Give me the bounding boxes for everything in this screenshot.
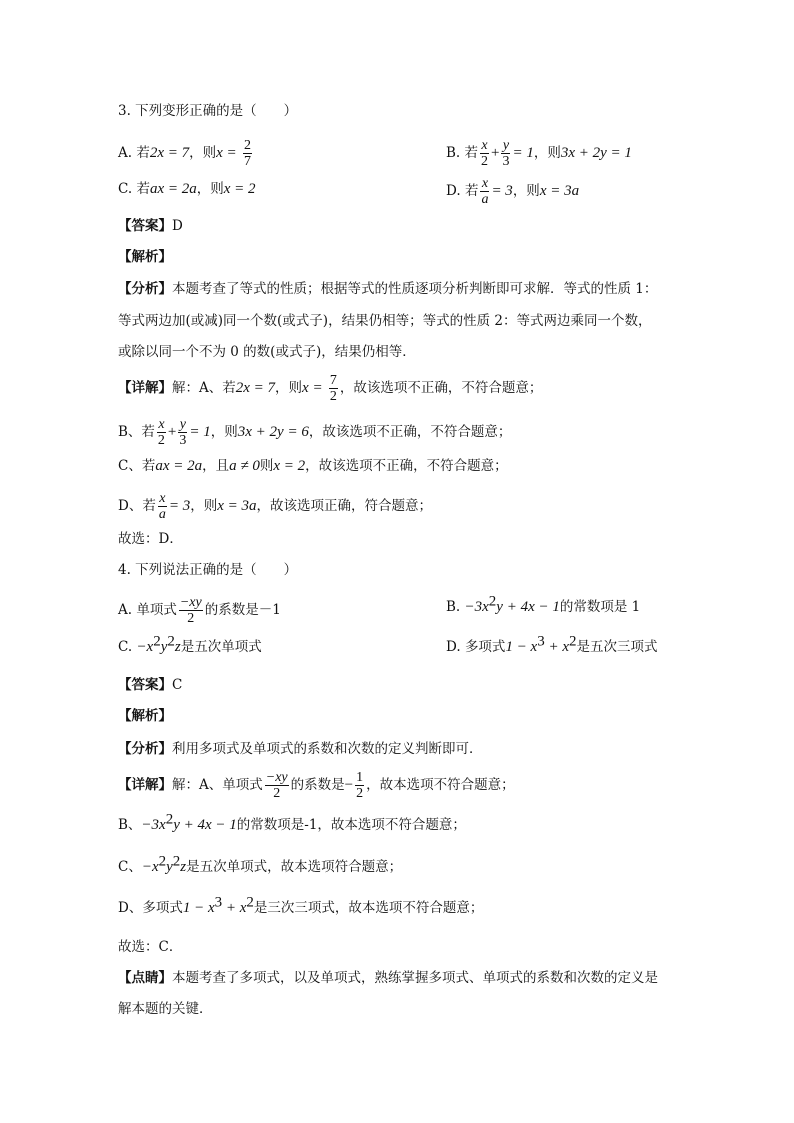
q4-dianjing-1: 【点睛】本题考查了多项式，以及单项式，熟练掌握多项式、单项式的系数和次数的定义是 <box>118 970 658 986</box>
q3-option-a: A. 若2x = 7，则x = $\frac{2}{7}$ <box>118 138 251 169</box>
q3-detail-c: C、若ax = 2a，且a ≠ 0则x = 2，故该选项不正确，不符合题意； <box>118 458 508 474</box>
q3-option-d: D. 若 $\frac{x}{a}$ = 3，则x = 3a <box>446 176 580 207</box>
q3-detail-b: B、若 $\frac{x}{2}$ + $\frac{y}{3}$ = 1，则3x + 2y = 6，故该选项不正确，不符合题意； <box>118 417 512 448</box>
q4-stem: 4. 下列说法正确的是（ ） <box>118 562 298 578</box>
q3-stem: 3. 下列变形正确的是（ ） <box>118 103 298 119</box>
q3-option-c: C. 若ax = 2a，则x = 2 <box>118 181 256 197</box>
q4-option-c: C. $-x^2y^2z$是五次单项式 <box>118 633 262 655</box>
fraction: $\frac{-xy}{2}$ <box>265 770 288 801</box>
q4-conclusion: 故选：C． <box>118 939 183 955</box>
q4-detail-d: D、多项式$1 - x^3 + x^2$是三次三项式，故本选项不符合题意； <box>118 894 484 916</box>
q3-option-b: B. 若 $\frac{x}{2}$ + $\frac{y}{3}$ = 1，则3x + 2y = 1 <box>446 138 632 169</box>
q3-fenxi-2: 等式两边加(或减)同一个数(或式子)，结果仍相等；等式的性质 2：等式两边乘同一个数， <box>118 313 652 329</box>
fraction: $\frac{x}{a}$ <box>158 491 166 522</box>
q3-answer: 【答案】D <box>118 218 183 234</box>
fraction: $\frac{-xy}{2}$ <box>179 595 202 626</box>
q4-answer: 【答案】C <box>118 677 183 693</box>
fraction: $\frac{x}{2}$ <box>157 417 165 448</box>
q3-analysis-heading: 【解析】 <box>118 249 172 265</box>
q4-option-d: D. 多项式$1 - x^3 + x^2$是五次三项式 <box>446 633 658 655</box>
q4-detail-a: 【详解】解：A、单项式 $\frac{-xy}{2}$ 的系数是− $\frac{1}{2}$ ，故本选项不符合题意； <box>118 770 515 801</box>
q4-detail-b: B、$-3x^2y + 4x - 1$的常数项是-1，故本选项不符合题意； <box>118 811 466 833</box>
q3-fenxi-1: 【分析】本题考查了等式的性质；根据等式的性质逐项分析判断即可求解．等式的性质 1： <box>118 281 658 297</box>
q3-detail-d: D、若 $\frac{x}{a}$ = 3，则x = 3a，故该选项正确，符合题意； <box>118 491 432 522</box>
q4-fenxi: 【分析】利用多项式及单项式的系数和次数的定义判断即可． <box>118 741 483 757</box>
fraction: $\frac{x}{2}$ <box>481 138 489 169</box>
fraction: $\frac{x}{a}$ <box>481 176 489 207</box>
q4-option-b: B. $-3x^2y + 4x - 1$的常数项是 1 <box>446 593 641 615</box>
q3-detail-a: 【详解】解：A、若2x = 7，则x = $\frac{7}{2}$ ，故该选项不正确，不符合题意； <box>118 373 543 404</box>
q4-detail-c: C、$-x^2y^2z$是五次单项式，故本选项符合题意； <box>118 853 403 875</box>
q3-fenxi-3: 或除以同一个不为 0 的数(或式子)，结果仍相等． <box>118 344 416 360</box>
q4-analysis-heading: 【解析】 <box>118 708 172 724</box>
q4-option-a: A. 单项式 $\frac{-xy}{2}$ 的系数是－1 <box>118 595 281 626</box>
fraction: $\frac{7}{2}$ <box>329 373 337 404</box>
fraction: $\frac{2}{7}$ <box>243 138 251 169</box>
fraction: $\frac{y}{3}$ <box>179 417 187 448</box>
fraction: $\frac{y}{3}$ <box>502 138 510 169</box>
q4-dianjing-2: 解本题的关键． <box>118 1001 213 1017</box>
fraction: $\frac{1}{2}$ <box>356 770 364 801</box>
q3-conclusion: 故选：D． <box>118 531 183 547</box>
